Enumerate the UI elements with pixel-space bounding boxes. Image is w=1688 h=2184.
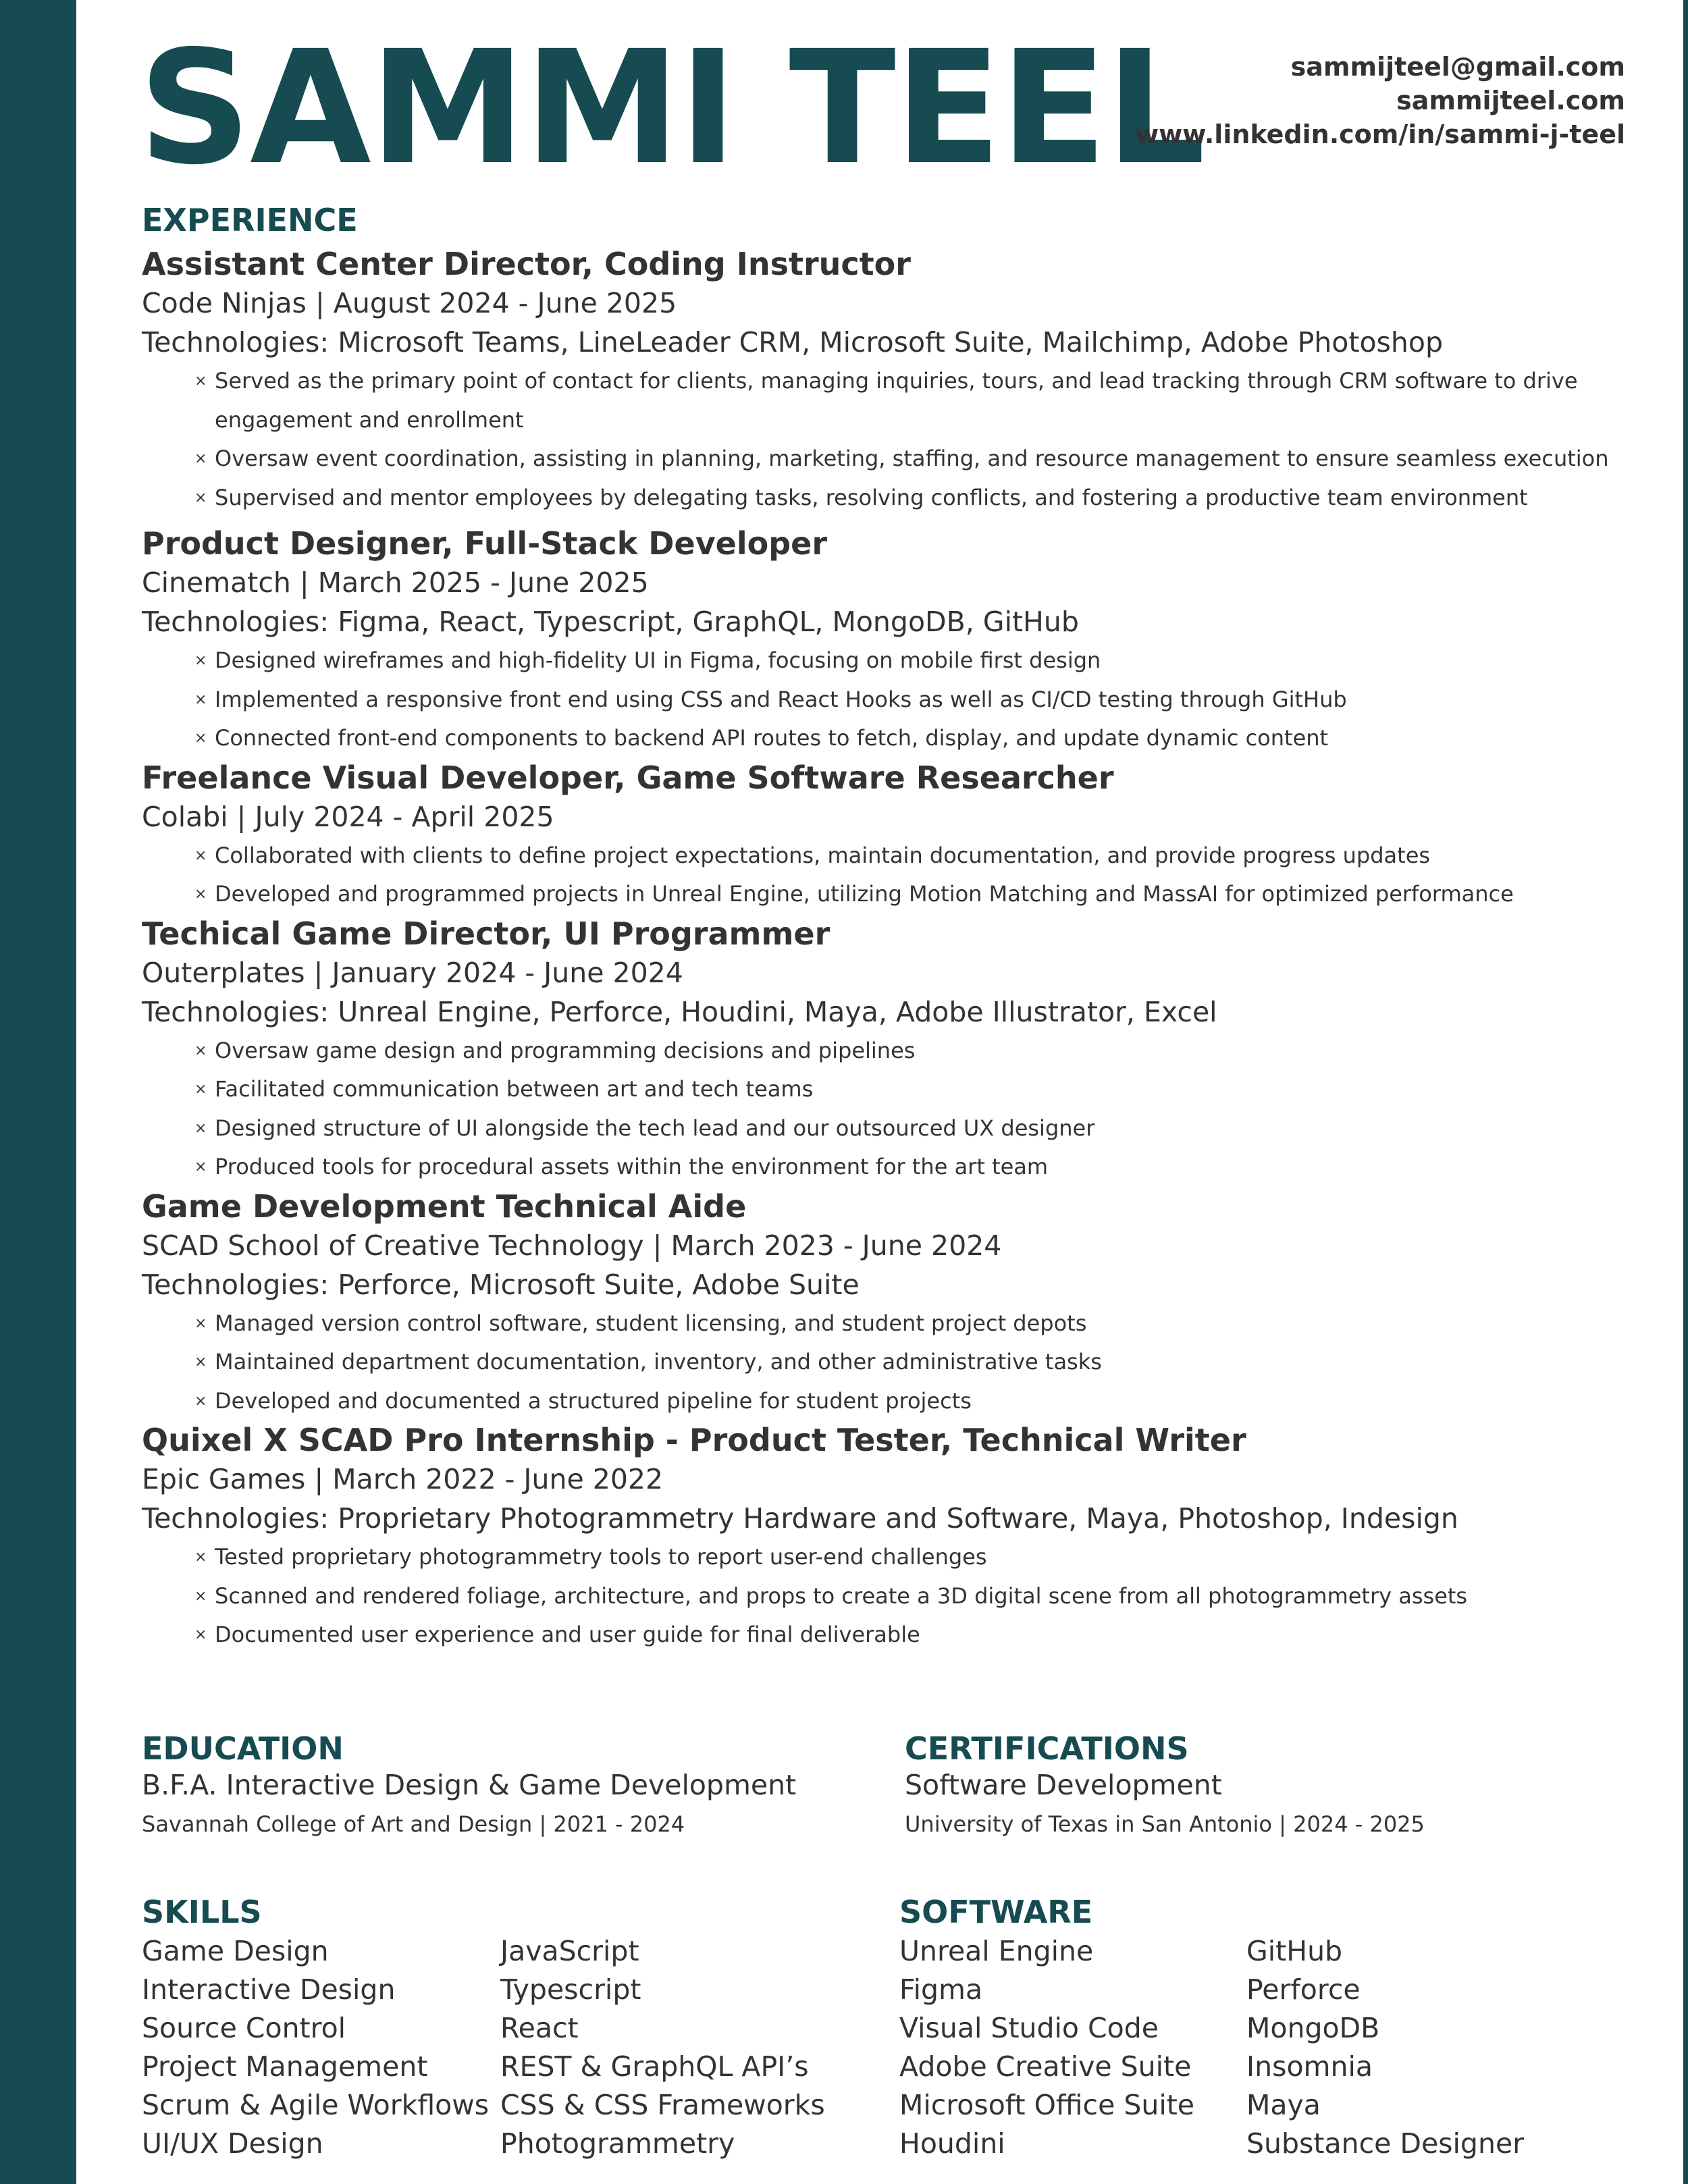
bullet-x-icon: × [194,1587,207,1605]
bullet-item [142,1343,1627,1382]
software-column-1 [899,1932,1194,2163]
skills-heading: SKILLS [142,1894,262,1930]
job-title: Assistant Center Director, Coding Instructor [142,246,911,282]
software-item: Maya [1246,2089,1321,2121]
bullet-x-icon: × [194,450,207,467]
email-link[interactable]: sammijteel@gmail.com [1290,52,1625,82]
job-entry [142,244,1627,517]
bullet-x-icon: × [194,691,207,708]
bullet-item [142,836,1627,876]
bullet-text: Documented user experience and user guide for final deliverable [215,1622,920,1647]
bullet-x-icon: × [194,1081,207,1098]
job-technologies: Technologies: Figma, React, Typescript, GraphQL, MongoDB, GitHub [142,606,1079,638]
bullet-item [142,1577,1627,1616]
bullet-x-icon: × [194,1158,207,1175]
job-technologies: Technologies: Microsoft Teams, LineLeader CRM, Microsoft Suite, Mailchimp, Adobe Photoshop [142,326,1443,358]
bullet-x-icon: × [194,1549,207,1566]
software-item: Insomnia [1246,2050,1373,2083]
skills-column-2 [500,1932,825,2163]
bullet-item [142,1538,1627,1577]
bullet-x-icon: × [194,886,207,903]
job-title: Product Designer, Full-Stack Developer [142,525,828,562]
candidate-name: SAMMI TEEL [138,17,1205,199]
job-title: Techical Game Director, UI Programmer [142,915,830,952]
job-company-dates: Outerplates | January 2024 - June 2024 [142,956,683,989]
skill-item: REST & GraphQL API’s [500,2050,809,2083]
bullet-x-icon: × [194,1626,207,1643]
skill-item: Source Control [142,2012,346,2044]
software-item: Perforce [1246,1973,1361,2006]
job-bullets [142,1032,1627,1187]
job-entry [142,914,1627,1187]
bullet-text: engagement and enrollment [215,406,524,433]
bullet-item [142,719,1627,758]
bullet-item [142,440,1627,479]
bullet-item [142,641,1627,681]
skills-column-1 [142,1932,489,2163]
bullet-x-icon: × [194,652,207,669]
bullet-item [142,1616,1627,1655]
software-item: GitHub [1246,1935,1343,1967]
job-title: Freelance Visual Developer, Game Software Researcher [142,759,1114,796]
bullet-item [142,1070,1627,1109]
job-company-dates: Epic Games | March 2022 - June 2022 [142,1463,664,1495]
job-entry [142,758,1627,914]
job-title: Game Development Technical Aide [142,1188,747,1225]
software-item: Microsoft Office Suite [899,2089,1195,2121]
education-heading: EDUCATION [142,1730,344,1767]
certification-entry [905,1765,1647,1843]
skill-item: Project Management [142,2050,428,2083]
skill-item: React [500,2012,579,2044]
bullet-text: Collaborated with clients to define project expectations, maintain documentation, and provide progress updates [215,842,1431,868]
software-item: Substance Designer [1246,2127,1525,2160]
software-item: Houdini [899,2127,1005,2160]
bullet-item [142,1304,1627,1343]
bullet-text: Tested proprietary photogrammetry tools to report user-end challenges [215,1544,987,1570]
skill-item: Scrum & Agile Workflows [142,2089,490,2121]
bullet-x-icon: × [194,847,207,864]
bullet-text: Supervised and mentor employees by delegating tasks, resolving conflicts, and fostering a productive team environment [215,484,1528,510]
skill-item: CSS & CSS Frameworks [500,2089,825,2121]
bullet-text: Managed version control software, student licensing, and student project depots [215,1310,1087,1336]
bullet-item [142,401,1627,440]
software-item: Unreal Engine [899,1935,1094,1967]
software-item: Adobe Creative Suite [899,2050,1192,2083]
certification-name: Software Development [905,1769,1222,1801]
job-technologies: Technologies: Proprietary Photogrammetry Hardware and Software, Maya, Photoshop, Indesign [142,1502,1458,1535]
experience-list [142,244,1627,1655]
bullet-text: Designed structure of UI alongside the tech lead and our outsourced UX designer [215,1115,1095,1141]
job-technologies: Technologies: Perforce, Microsoft Suite, Adobe Suite [142,1268,860,1301]
bullet-text: Facilitated communication between art and tech teams [215,1076,814,1102]
degree: B.F.A. Interactive Design & Game Development [142,1769,797,1801]
skill-item: Typescript [500,1973,641,2006]
bullet-item [142,1109,1627,1148]
software-item: Visual Studio Code [899,2012,1159,2044]
bullet-x-icon: × [194,1354,207,1370]
certifications-heading: CERTIFICATIONS [905,1730,1189,1767]
job-bullets [142,1304,1627,1421]
bullet-x-icon: × [194,1119,207,1137]
bullet-item [142,362,1627,401]
bullet-x-icon: × [194,730,207,747]
job-company-dates: SCAD School of Creative Technology | March 2023 - June 2024 [142,1229,1002,1262]
left-accent-bar [0,0,76,2184]
job-entry [142,524,1627,758]
skill-item: Game Design [142,1935,329,1967]
skill-item: UI/UX Design [142,2127,323,2160]
job-company-dates: Code Ninjas | August 2024 - June 2025 [142,287,677,319]
software-column-2 [1246,1932,1524,2163]
bullet-text: Oversaw game design and programming decisions and pipelines [215,1037,916,1063]
job-entry [142,1420,1627,1655]
bullet-item [142,479,1627,518]
job-bullets [142,362,1627,517]
contact-block [1135,50,1625,151]
job-company-dates: Cinematch | March 2025 - June 2025 [142,566,649,599]
right-accent-bar [1683,0,1688,2184]
certification-school: University of Texas in San Antonio | 2024 - 2025 [905,1811,1425,1837]
bullet-text: Oversaw event coordination, assisting in planning, marketing, staffing, and resource management to ensure seamless execution [215,446,1609,471]
linkedin-link[interactable]: www.linkedin.com/in/sammi-j-teel [1134,119,1625,149]
job-title: Quixel X SCAD Pro Internship - Product Tester, Technical Writer [142,1422,1246,1458]
job-bullets [142,641,1627,758]
bullet-text: Scanned and rendered foliage, architecture, and props to create a 3D digital scene from all photogrammetry assets [215,1582,1468,1609]
skill-item: JavaScript [500,1935,639,1967]
bullet-text: Produced tools for procedural assets within the environment for the art team [215,1154,1049,1179]
bullet-text: Connected front-end components to backend API routes to fetch, display, and update dynamic content [215,725,1329,751]
bullet-text: Served as the primary point of contact for clients, managing inquiries, tours, and lead tracking through CRM software to drive [215,368,1578,394]
bullet-item [142,1148,1627,1187]
education-entry [142,1765,885,1843]
skill-item: Interactive Design [142,1973,396,2006]
job-company-dates: Colabi | July 2024 - April 2025 [142,800,554,833]
bullet-text: Developed and documented a structured pipeline for student projects [215,1387,972,1414]
software-item: MongoDB [1246,2012,1380,2044]
software-item: Figma [899,1973,983,2006]
software-heading: SOFTWARE [899,1894,1093,1930]
education-school: Savannah College of Art and Design | 2021 - 2024 [142,1811,685,1837]
bullet-x-icon: × [194,1042,207,1059]
bullet-x-icon: × [194,373,207,390]
job-bullets [142,836,1627,914]
job-technologies: Technologies: Unreal Engine, Perforce, Houdini, Maya, Adobe Illustrator, Excel [142,995,1217,1028]
bullet-text: Designed wireframes and high-fidelity UI in Figma, focusing on mobile first design [215,647,1101,673]
bullet-item [142,1382,1627,1421]
job-entry [142,1187,1627,1421]
bullet-text: Maintained department documentation, inventory, and other administrative tasks [215,1349,1102,1375]
bullet-x-icon: × [194,1392,207,1410]
bullet-x-icon: × [194,1314,207,1332]
bullet-item [142,1032,1627,1071]
bullet-text: Developed and programmed projects in Unreal Engine, utilizing Motion Matching and MassAI for optimized performance [215,881,1514,907]
skill-item: Photogrammetry [500,2127,735,2160]
experience-heading: EXPERIENCE [142,202,358,238]
job-bullets [142,1538,1627,1655]
bullet-item [142,681,1627,720]
bullet-item [142,875,1627,914]
bullet-text: Implemented a responsive front end using CSS and React Hooks as well as CI/CD testing through GitHub [215,686,1347,712]
website-link[interactable]: sammijteel.com [1396,86,1625,115]
bullet-x-icon: × [194,489,207,506]
